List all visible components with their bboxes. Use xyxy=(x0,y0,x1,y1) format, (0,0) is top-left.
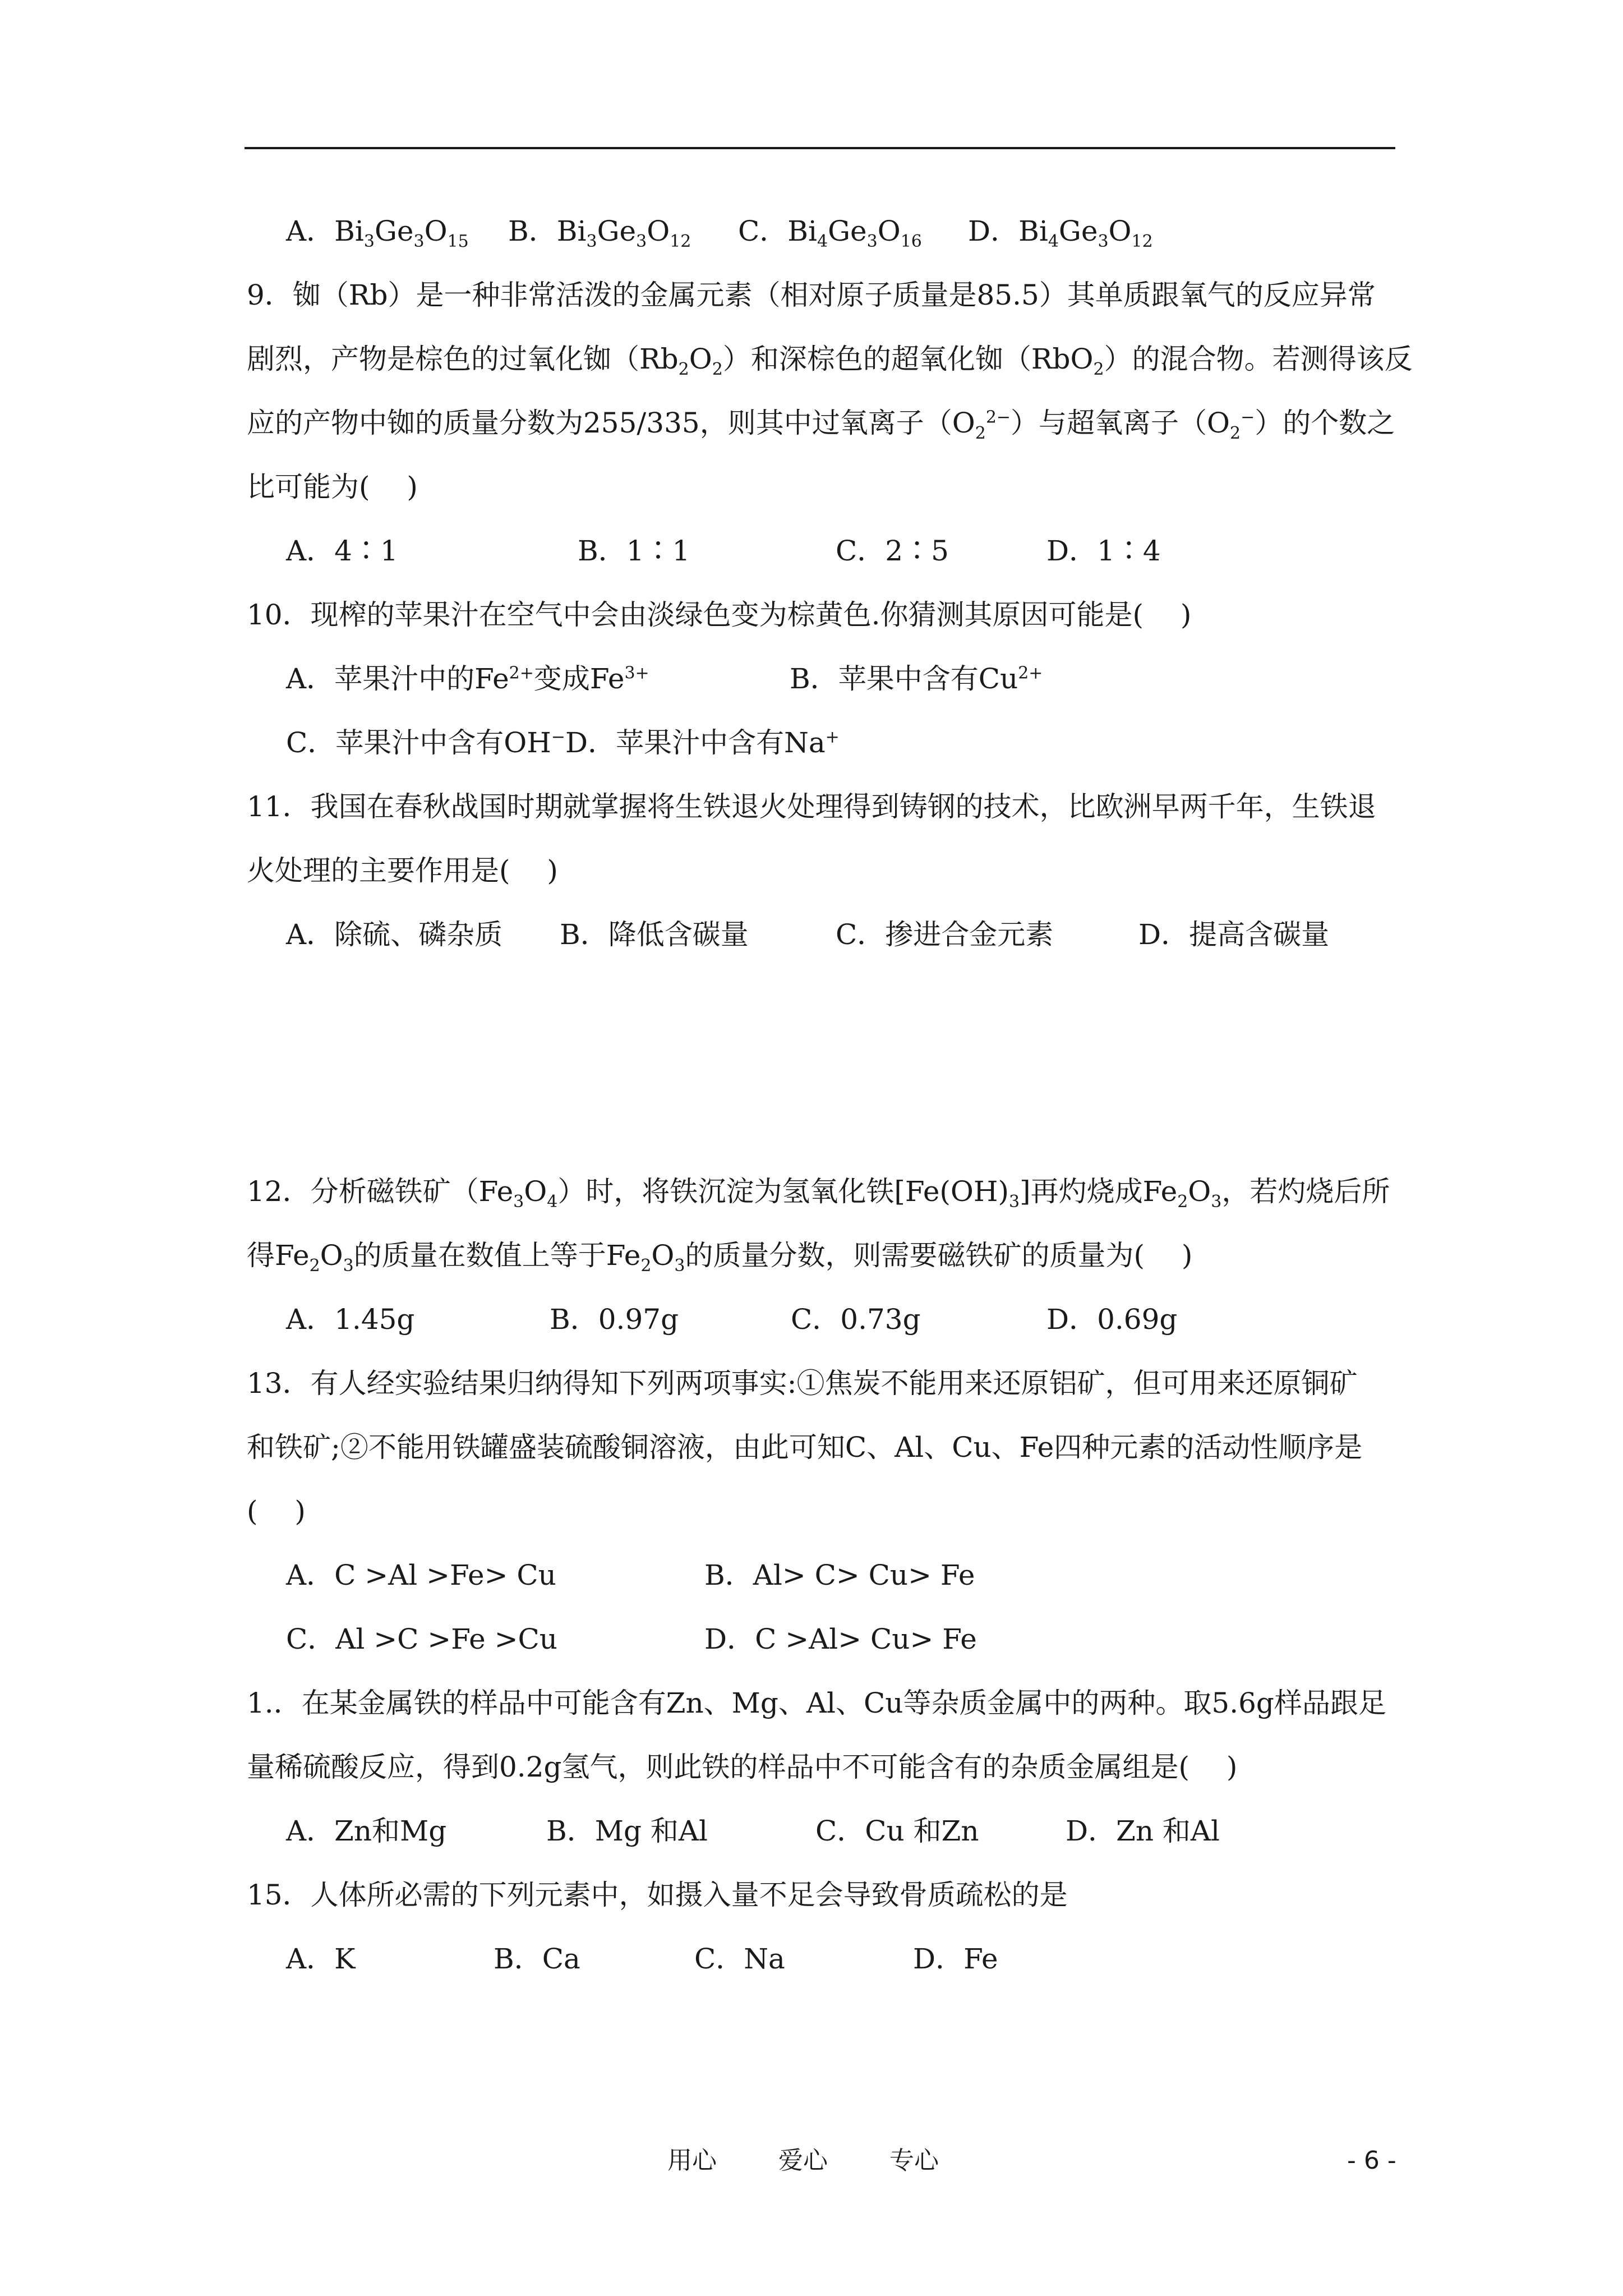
q14-stem-line2: 量稀硫酸反应，得到0.2g氢气，则此铁的样品中不可能含有的杂质金属组是( ) xyxy=(247,1751,1238,1783)
page-footer-motto: 用心 爱心 专心 xyxy=(667,2146,939,2175)
q9-option-a: A．4∶1 xyxy=(286,535,398,567)
q8-option-a: A．$Bi_3Ge_3O_{15}$ xyxy=(286,215,469,251)
q13-option-c: C．Al >C >Fe >Cu xyxy=(286,1623,557,1655)
header-rule xyxy=(245,147,1395,149)
q12-stem-line2: 得$Fe_2O_3$的质量在数值上等于$Fe_2O_3$的质量分数，则需要磁铁矿的质量为( ) xyxy=(247,1239,1193,1276)
q12-option-b: B．0.97g xyxy=(550,1303,679,1336)
q8-option-d: D．$Bi_4Ge_3O_{12}$ xyxy=(968,215,1153,251)
q12-option-d: D．0.69g xyxy=(1046,1303,1178,1336)
q14-option-b: B．Mg 和Al xyxy=(546,1815,708,1847)
q13-stem-line1: 13．有人经实验结果归纳得知下列两项事实:①焦炭不能用来还原铝矿，但可用来还原铜矿 xyxy=(247,1367,1358,1400)
q13-stem-line2: 和铁矿;②不能用铁罐盛装硫酸铜溶液，由此可知C、Al、Cu、Fe四种元素的活动性顺序是 xyxy=(247,1431,1363,1464)
q14-option-c: C．Cu 和Zn xyxy=(815,1815,979,1847)
q10-option-a: A．苹果汁中的$Fe^{2+}$变成$Fe^{3+}$ xyxy=(286,662,649,695)
q15-option-a: A．K xyxy=(286,1943,356,1975)
q11-option-b: B．降低含碳量 xyxy=(560,918,749,951)
q9-stem-line3: 应的产物中铷的质量分数为255/335，则其中过氧离子$(O_2^{2-})$与超氧离子$(O_2^-)$的个数之 xyxy=(247,407,1395,443)
q11-stem-line1: 11．我国在春秋战国时期就掌握将生铁退火处理得到铸钢的技术，比欧洲早两千年，生铁退 xyxy=(247,790,1376,823)
q13-option-a: A．C >Al >Fe> Cu xyxy=(286,1559,556,1591)
q12-stem-line1: 12．分析磁铁矿$(Fe_3O_4)$时，将铁沉淀为氢氧化铁$[Fe(OH)_3]$再灼烧成$Fe_2O_3$，若灼烧后所 xyxy=(247,1175,1390,1212)
q11-option-a: A．除硫、磷杂质 xyxy=(286,918,503,951)
q14-option-a: A．Zn和Mg xyxy=(286,1815,447,1847)
q15-option-d: D．Fe xyxy=(913,1943,998,1975)
q12-option-a: A．1.45g xyxy=(286,1303,415,1336)
q15-option-c: C．Na xyxy=(694,1943,785,1975)
q9-option-b: B．1∶1 xyxy=(578,535,690,567)
q9-stem-line2: 剧烈，产物是棕色的过氧化铷$(Rb_2O_2)$和深棕色的超氧化铷（RbO$_2$）的混合物。若测得该反 xyxy=(247,343,1413,379)
q9-stem-line1: 9．铷（Rb）是一种非常活泼的金属元素（相对原子质量是85.5）其单质跟氧气的反应异常 xyxy=(247,279,1376,311)
q8-option-b: B．$Bi_3Ge_3O_{12}$ xyxy=(508,215,691,251)
q13-stem-line3: ( ) xyxy=(247,1495,306,1527)
q9-option-c: C．2∶5 xyxy=(836,535,949,567)
q14-stem-line1: 1.．在某金属铁的样品中可能含有Zn、Mg、Al、Cu等杂质金属中的两种。取5.6g样品跟足 xyxy=(247,1687,1386,1719)
q15-stem: 15．人体所必需的下列元素中，如摄入量不足会导致骨质疏松的是 xyxy=(247,1879,1068,1911)
q10-option-b: B．苹果中含有$Cu^{2+}$ xyxy=(790,662,1043,695)
q11-stem-line2: 火处理的主要作用是( ) xyxy=(247,854,558,887)
q14-option-d: D．Zn 和Al xyxy=(1066,1815,1220,1847)
q13-option-d: D．C >Al> Cu> Fe xyxy=(704,1623,977,1655)
q11-option-c: C．掺进合金元素 xyxy=(836,918,1054,951)
q8-option-c: C．$Bi_4Ge_3O_{16}$ xyxy=(738,215,922,251)
q13-option-b: B．Al> C> Cu> Fe xyxy=(704,1559,975,1591)
q15-option-b: B．Ca xyxy=(494,1943,580,1975)
q10-option-c-d: C．苹果汁中含有OH−D．苹果汁中含有Na+ xyxy=(286,726,840,759)
q9-stem-line4: 比可能为( ) xyxy=(247,471,418,503)
q10-stem: 10．现榨的苹果汁在空气中会由淡绿色变为棕黄色.你猜测其原因可能是( ) xyxy=(247,599,1192,631)
q9-option-d: D．1∶4 xyxy=(1046,535,1161,567)
page-number: - 6 - xyxy=(1347,2146,1396,2175)
q12-option-c: C．0.73g xyxy=(791,1303,921,1336)
q11-option-d: D．提高含碳量 xyxy=(1138,918,1330,951)
